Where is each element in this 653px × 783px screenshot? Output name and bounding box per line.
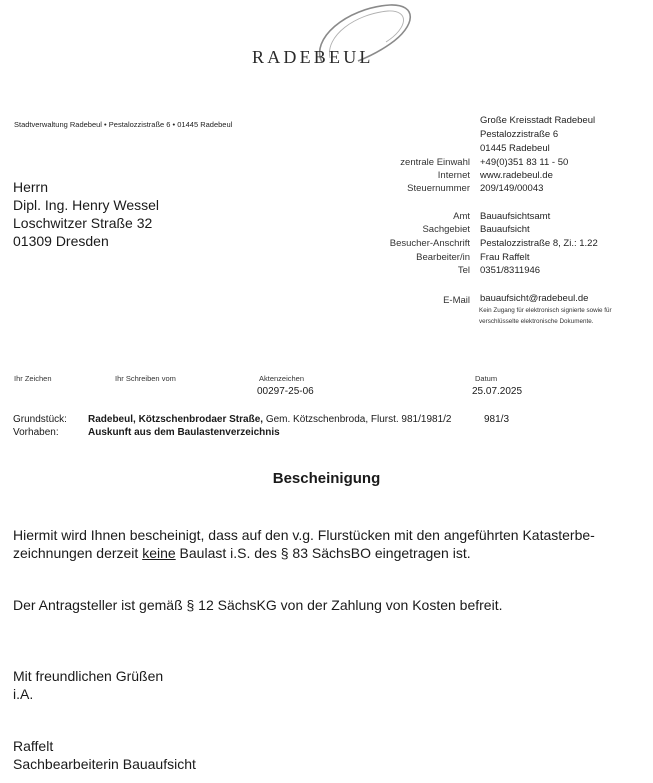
tel-label: Tel [457, 265, 470, 276]
authority-city: 01445 Radebeul [480, 143, 550, 154]
plot-value-rest: Gem. Kötzschenbroda, Flurst. 981/1981/2 [263, 414, 452, 425]
body-p1-l2-underlined: keine [142, 545, 176, 561]
clerk-label: Bearbeiter/in [416, 252, 470, 263]
your-letter-label: Ihr Schreiben vom [115, 374, 176, 383]
body-paragraph2: Der Antragsteller ist gemäß § 12 SächsKG von der Zahlung von Kosten befreit. [13, 597, 503, 613]
tax-value: 209/149/00043 [480, 183, 544, 194]
recipient-street: Loschwitzer Straße 32 [13, 215, 153, 231]
tax-label: Steuernummer [407, 183, 470, 194]
ia-text: i.A. [13, 686, 34, 702]
logo-text: RADEBEUL [252, 47, 374, 67]
area-label: Sachgebiet [422, 224, 470, 235]
signer-name: Raffelt [13, 738, 54, 754]
recipient-name: Dipl. Ing. Henry Wessel [13, 197, 160, 213]
sender-line: Stadtverwaltung Radebeul • Pestalozzistraße 6 • 01445 Radebeul [14, 120, 233, 129]
area-value: Bauaufsicht [480, 224, 530, 235]
authority-name: Große Kreisstadt Radebeul [480, 115, 596, 126]
plot-label: Grundstück: [13, 414, 67, 425]
your-ref-label: Ihr Zeichen [14, 374, 52, 383]
internet-value: www.radebeul.de [480, 170, 553, 181]
email-note-line2: verschlüsselte elektronische Dokumente. [479, 318, 594, 325]
plot-extra: 981/3 [484, 414, 510, 425]
clerk-value: Frau Raffelt [480, 252, 530, 263]
email-label: E-Mail [443, 295, 470, 306]
logo-swoosh [240, 0, 420, 80]
body-paragraph1-line1: Hiermit wird Ihnen bescheinigt, dass auf den v.g. Flurstücken mit den angeführten Katasterbe- [13, 527, 595, 543]
authority-street: Pestalozzistraße 6 [480, 129, 559, 140]
file-number-value: 00297-25-06 [257, 386, 314, 397]
email-note-line1: Kein Zugang für elektronisch signierte sowie für [479, 307, 612, 314]
date-value: 25.07.2025 [472, 386, 523, 397]
date-label: Datum [475, 374, 498, 383]
visitor-label: Besucher-Anschrift [389, 238, 470, 249]
email-value[interactable]: bauaufsicht@radebeul.de [480, 293, 589, 304]
office-label: Amt [453, 211, 470, 222]
recipient-city: 01309 Dresden [13, 233, 109, 249]
phone-label: zentrale Einwahl [400, 157, 470, 168]
body-p1-l2-b: Baulast i.S. des § 83 SächsBO eingetragen ist. [175, 545, 471, 561]
phone-value: +49(0)351 83 11 - 50 [480, 157, 569, 168]
office-value: Bauaufsichtsamt [480, 211, 551, 222]
document-title: Bescheinigung [272, 470, 381, 487]
body-p1-l2-a: zeichnungen derzeit [13, 545, 143, 561]
internet-label: Internet [437, 170, 470, 181]
closing-text: Mit freundlichen Grüßen [13, 668, 164, 684]
project-label: Vorhaben: [13, 427, 59, 438]
project-value: Auskunft aus dem Baulastenverzeichnis [88, 427, 280, 438]
tel-value: 0351/8311946 [480, 265, 541, 276]
signer-title: Sachbearbeiterin Bauaufsicht [13, 756, 196, 772]
plot-value-bold: Radebeul, Kötzschenbrodaer Straße, [88, 414, 264, 425]
recipient-salutation: Herrn [13, 179, 49, 195]
visitor-value: Pestalozzistraße 8, Zi.: 1.22 [480, 238, 598, 249]
plot-value [88, 414, 451, 425]
body-paragraph1-line2 [13, 545, 471, 561]
file-number-label: Aktenzeichen [259, 374, 305, 383]
